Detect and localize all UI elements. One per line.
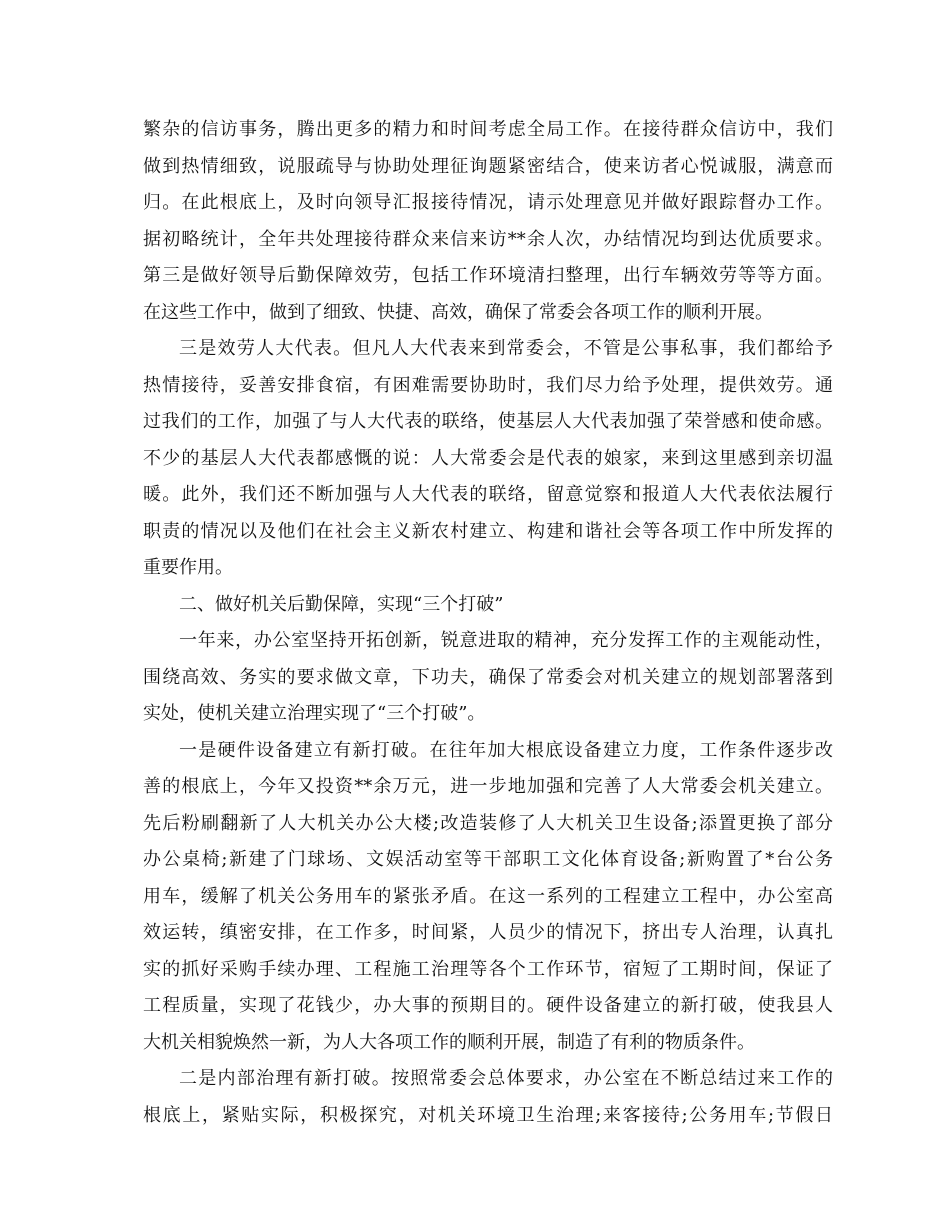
text-line: 不少的基层人大代表都感慨的说：人大常委会是代表的娘家，来到这里感到亲切温 [143,447,833,469]
text-line: 善的根底上，今年又投资**余万元，进一步地加强和完善了人大常委会机关建立。 [143,776,833,797]
text-line: 用车，缓解了机关公务用车的紧张矛盾。在这一系列的工程建立工程中，办公室高 [143,885,833,907]
text-line: 繁杂的信访事务，腾出更多的精力和时间考虑全局工作。在接待群众信访中，我们 [143,119,833,140]
text-line: 职责的情况以及他们在社会主义新农村建立、构建和谐社会等各项工作中所发挥的 [143,520,833,542]
document-body [143,112,833,1134]
text-line: 一是硬件设备建立有新打破。在往年加大根底设备建立力度，工作条件逐步改 [179,739,833,761]
text-line: 根底上，紧贴实际，积极探究，对机关环境卫生治理;来客接待;公务用车;节假日 [143,1104,833,1126]
text-line: 围绕高效、务实的要求做文章，下功夫，确保了常委会对机关建立的规划部署落到 [143,666,833,688]
text-line: 归。在此根底上，及时向领导汇报接待情况，请示处理意见并做好跟踪督办工作。 [143,192,833,213]
text-line: 效运转，缜密安排，在工作多，时间紧，人员少的情况下，挤出专人治理，认真扎 [143,922,833,943]
text-line: 二是内部治理有新打破。按照常委会总体要求，办公室在不断总结过来工作的 [179,1068,833,1089]
text-line: 一年来，办公室坚持开拓创新，锐意进取的精神，充分发挥工作的主观能动性， [179,630,833,651]
text-line: 实的抓好采购手续办理、工程施工治理等各个工作环节，宿短了工期时间，保证了 [143,958,833,980]
text-line: 实处，使机关建立治理实现了“三个打破”。 [143,703,486,724]
text-line: 三是效劳人大代表。但凡人大代表来到常委会，不管是公事私事，我们都给予 [179,338,833,359]
text-line: 第三是做好领导后勤保障效劳，包括工作环境清扫整理，出行车辆效劳等等方面。 [143,265,833,286]
text-line: 大机关相貌焕然一新，为人大各项工作的顺利开展，制造了有利的物质条件。 [143,1031,755,1053]
text-line: 先后粉刷翻新了人大机关办公大楼;改造装修了人大机关卫生设备;添置更换了部分 [143,812,833,834]
text-line: 热情接待，妥善安排食宿，有困难需要协助时，我们尽力给予处理，提供效劳。通 [143,374,833,396]
text-line: 工程质量，实现了花钱少，办大事的预期目的。硬件设备建立的新打破，使我县人 [143,995,833,1016]
text-line: 做到热情细致，说服疏导与协助处理征询题紧密结合，使来访者心悦诚服，满意而 [143,155,833,177]
text-line: 办公桌椅;新建了门球场、文娱活动室等干部职工文化体育设备;新购置了*台公务 [143,849,833,870]
text-line: 据初略统计，全年共处理接待群众来信来访**余人次，办结情况均到达优质要求。 [143,228,833,250]
text-line: 暖。此外，我们还不断加强与人大代表的联络，留意觉察和报道人大代表依法履行 [143,484,833,505]
text-line: 二、做好机关后勤保障，实现“三个打破” [179,593,504,615]
text-line: 过我们的工作，加强了与人大代表的联络，使基层人大代表加强了荣誉感和使命感。 [143,411,833,432]
text-line: 重要作用。 [143,557,233,578]
text-line: 在这些工作中，做到了细致、快捷、高效，确保了常委会各项工作的顺利开展。 [143,301,773,323]
